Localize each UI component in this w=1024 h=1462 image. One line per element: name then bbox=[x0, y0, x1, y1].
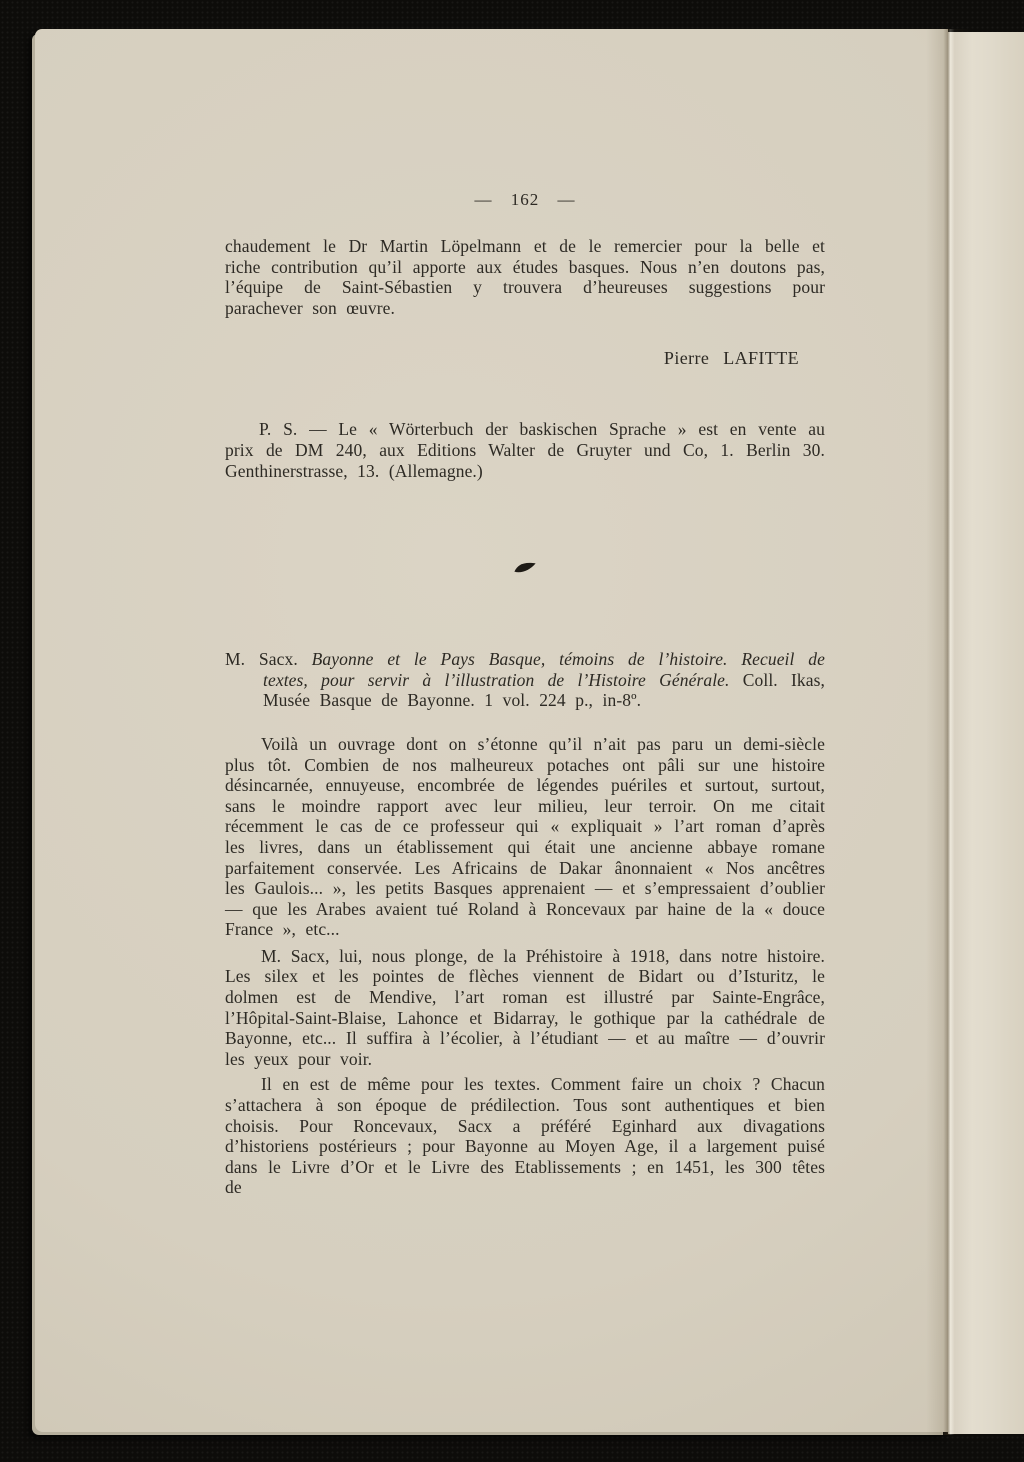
review-paragraph: Voilà un ouvrage dont on s’étonne qu’il n’ait pas paru un demi-siècle plus tôt. Combien de nos malheureux potaches ont pâli sur une histoire désincarnée, ennuyeuse, encombrée de légendes puériles et surtout, surtout, sans le moindre rapport avec leur milieu, leur terroir. On me citait récemment le cas de ce professeur qui « expliquait » l’art roman d’après les livres, dans un établissement qui était une ancienne abbaye romane parfaitement conservée. Les Africains de Dakar ânonnaient « Nos ancêtres les Gaulois... », les petits Basques apprenaient — et s’empressaient d’oublier — que les Arabes avaient tué Roland à Roncevaux par haine de la « douce France », etc... bbox=[225, 733, 825, 940]
facing-page-edge bbox=[948, 32, 1024, 1434]
review-paragraph: M. Sacx, lui, nous plonge, de la Préhistoire à 1918, dans notre histoire. Les silex et les pointes de flèches viennent de Bidart ou d’Isturitz, le dolmen est de Mendive, l’art roman est illustré par Sainte-Engrâce, l’Hôpital-Saint-Blaise, Lahonce et Bidarray, le gothique par la cathédrale de Bayonne, etc... Il suffira à l’écolier, à l’étudiant — et au maître — d’ouvrir les yeux pour voir. bbox=[225, 945, 825, 1069]
bibliography-details: Coll. Ikas, Musée Basque de Bayonne. 1 vol. 224 p., in-8º. bbox=[263, 669, 825, 711]
postscript-paragraph: P. S. — Le « Wörterbuch der baskischen Sprache » est en vente au prix de DM 240, aux Editions Walter de Gruyter und Co, 1. Berlin 30. Genthinerstrasse, 13. (Allemagne.) bbox=[225, 419, 825, 481]
review-paragraph: Il en est de même pour les textes. Comment faire un choix ? Chacun s’attachera à son époque de prédilection. Tous sont authentiques et bien choisis. Pour Roncevaux, Sacx a préféré Eginhard aux divagations d’historiens postérieurs ; pour Bayonne au Moyen Age, il a largement puisé dans le Livre d’Or et le Livre des Etablissements ; en 1451, les 300 têtes de bbox=[225, 1074, 825, 1198]
leaf-fleuron-icon bbox=[513, 561, 537, 578]
page-number: — 162 — bbox=[474, 190, 576, 209]
bibliography-author: M. Sacx. bbox=[225, 649, 298, 670]
page-text-block bbox=[225, 29, 825, 1198]
bibliography-title: Bayonne et le Pays Basque, témoins de l’histoire. Recueil de textes, pour servir à l’illustration de l’Histoire Générale. bbox=[263, 649, 825, 690]
continuation-paragraph: chaudement le Dr Martin Löpelmann et de le remercier pour la belle et riche contribution qu’il apporte aux études basques. Nous n’en doutons pas, l’équipe de Saint-Sébastien y trouvera d’heureuses suggestions pour parachever son œuvre. bbox=[225, 236, 825, 318]
section-divider bbox=[225, 561, 825, 577]
author-signature: Pierre LAFITTE bbox=[663, 348, 799, 369]
book-page bbox=[35, 29, 948, 1432]
bibliography-entry bbox=[225, 649, 825, 711]
